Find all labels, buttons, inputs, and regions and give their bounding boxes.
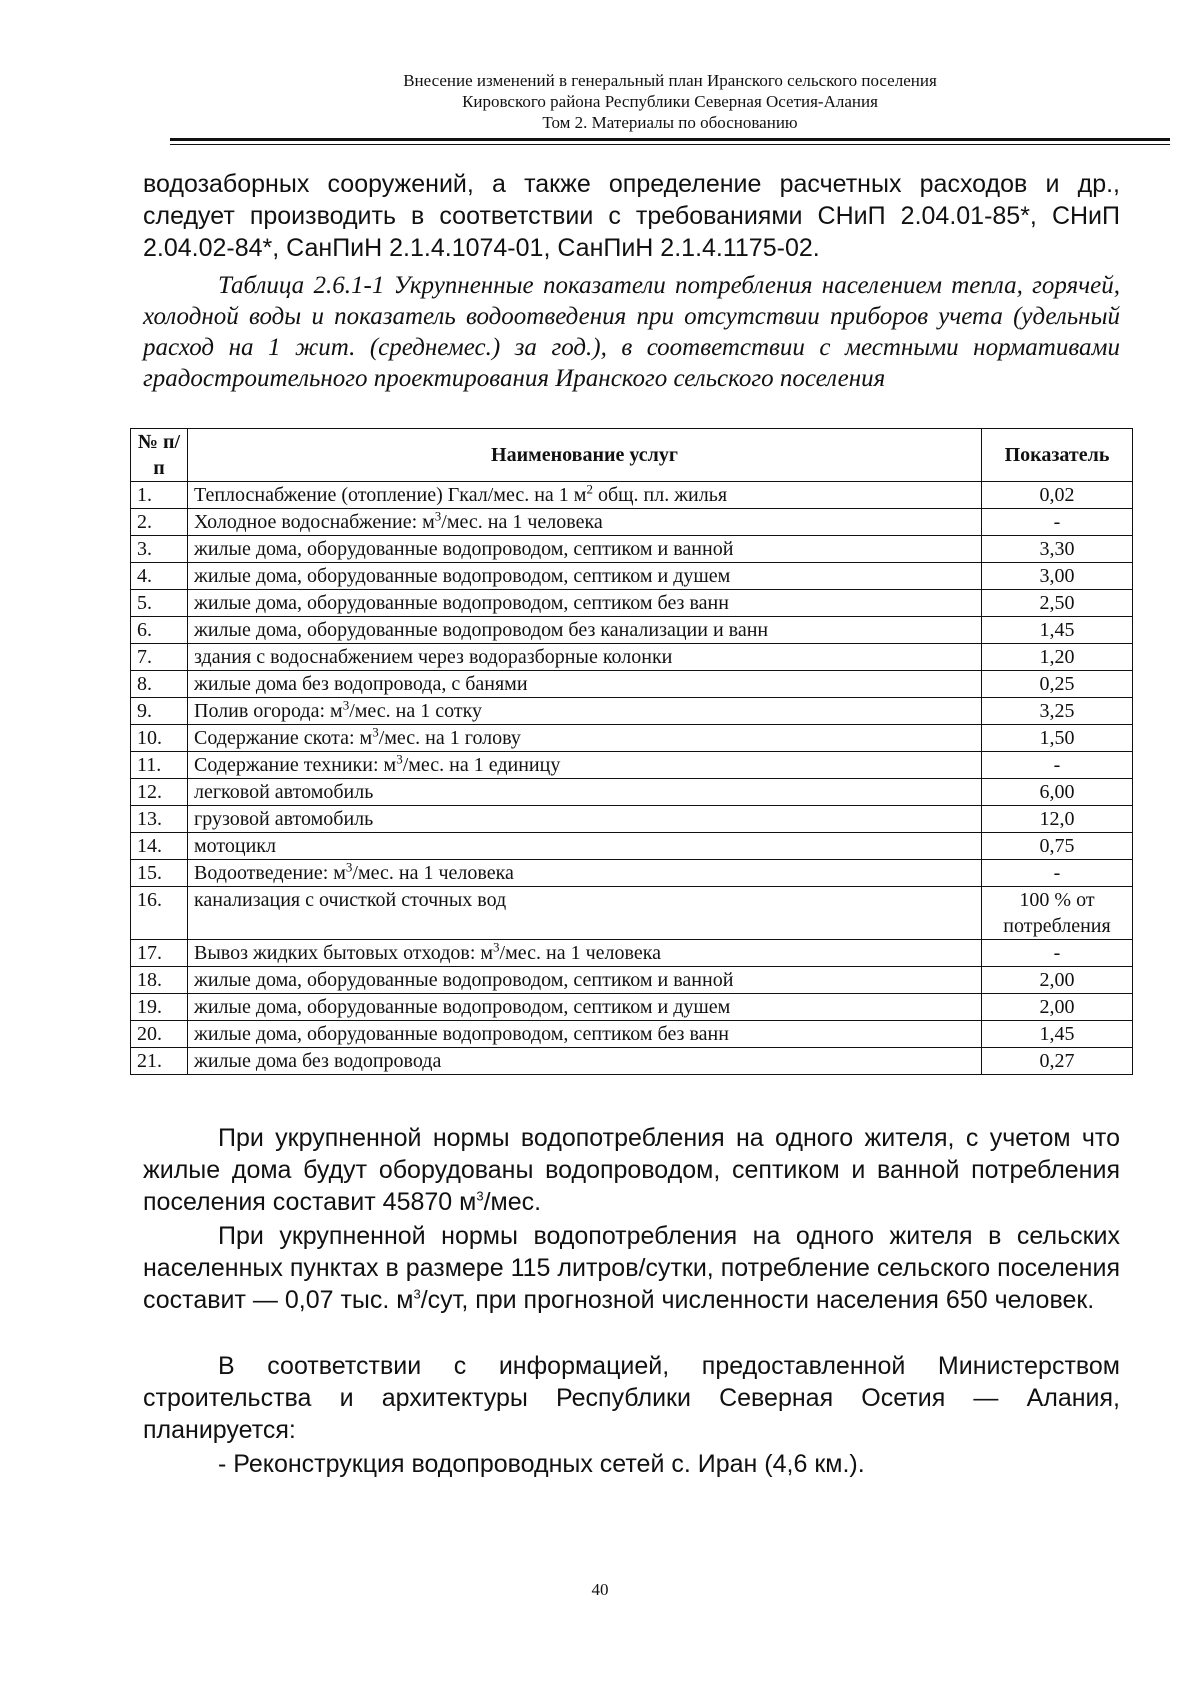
row-number: 6. [131, 617, 188, 644]
running-header [170, 70, 1170, 133]
para-2-tail: /сут, при прогнозной численности населения 650 человек. [420, 1286, 1095, 1314]
row-indicator-value: 1,50 [982, 725, 1133, 752]
service-text-tail: /мес. на 1 человека [441, 511, 603, 533]
service-text: Содержание техники: м [194, 754, 397, 776]
table-row [131, 833, 1133, 860]
row-number: 4. [131, 563, 188, 590]
row-indicator-value: 0,27 [982, 1048, 1133, 1075]
table-caption: Таблица 2.6.1-1 Укрупненные показатели потребления населением тепла, горячей, холодной воды и показатель водоотведения при отсутствии приборов учета (удельный расход на 1 жит. (среднемес.) за год.), в соответствии с местными нормативами градостроительного проектирования Иранского сельского поселения [143, 272, 1120, 392]
row-service-name [188, 509, 982, 536]
row-number: 15. [131, 860, 188, 887]
header-line-3: Том 2. Материалы по обоснованию [542, 113, 798, 132]
service-text-tail: /мес. на 1 человека [352, 862, 514, 884]
header-rule [170, 138, 1170, 145]
row-number: 2. [131, 509, 188, 536]
row-indicator-value: 1,45 [982, 617, 1133, 644]
unit-superscript: 3 [372, 724, 379, 740]
row-indicator-value: 3,00 [982, 563, 1133, 590]
row-indicator-value: 2,00 [982, 994, 1133, 1021]
table-row [131, 967, 1133, 994]
table-body [131, 482, 1133, 1075]
table-row [131, 725, 1133, 752]
service-text: Вывоз жидких бытовых отходов: м [194, 942, 494, 964]
table-header-row [131, 429, 1133, 482]
service-text: жилые дома без водопровода, с банями [194, 673, 528, 695]
row-indicator-value: 6,00 [982, 779, 1133, 806]
service-text: Теплоснабжение (отопление) Гкал/мес. на 1 м [194, 484, 587, 506]
row-service-name [188, 671, 982, 698]
para-4 [143, 1448, 1120, 1480]
table-row [131, 779, 1133, 806]
para-4-text: - Реконструкция водопроводных сетей с. Иран (4,6 км.). [218, 1450, 865, 1478]
table-row [131, 994, 1133, 1021]
service-text: Содержание скота: м [194, 727, 373, 749]
service-text: жилые дома, оборудованные водопроводом, септиком и душем [194, 565, 731, 587]
service-text-tail: /мес. на 1 единицу [402, 754, 561, 776]
table-row [131, 563, 1133, 590]
row-number: 1. [131, 482, 188, 509]
unit-superscript: 3 [434, 508, 442, 524]
row-service-name [188, 860, 982, 887]
row-service-name [188, 1021, 982, 1048]
row-number: 7. [131, 644, 188, 671]
row-indicator-value: - [982, 752, 1133, 779]
row-number: 13. [131, 806, 188, 833]
table-row [131, 482, 1133, 509]
table-row [131, 671, 1133, 698]
row-number: 17. [131, 940, 188, 967]
row-service-name [188, 940, 982, 967]
service-text-tail: /мес. на 1 человека [499, 942, 662, 964]
table-row [131, 590, 1133, 617]
service-text: жилые дома, оборудованные водопроводом, септиком без ванн [194, 1023, 729, 1045]
row-number: 12. [131, 779, 188, 806]
row-indicator-value: 3,30 [982, 536, 1133, 563]
para-2 [143, 1220, 1120, 1316]
row-service-name [188, 752, 982, 779]
row-service-name [188, 887, 982, 940]
para-1-tail: /мес. [483, 1188, 542, 1216]
row-number: 19. [131, 994, 188, 1021]
row-number: 18. [131, 967, 188, 994]
row-service-name [188, 590, 982, 617]
row-indicator-value: 0,25 [982, 671, 1133, 698]
intro-paragraph [143, 168, 1120, 264]
row-number: 9. [131, 698, 188, 725]
service-text: жилые дома, оборудованные водопроводом без канализации и ванн [194, 619, 769, 641]
row-number: 21. [131, 1048, 188, 1075]
table-row [131, 509, 1133, 536]
row-indicator-value: - [982, 860, 1133, 887]
indicators-table [130, 428, 1133, 1075]
service-text-tail: /мес. на 1 сотку [349, 700, 483, 722]
row-service-name [188, 833, 982, 860]
table-row [131, 1021, 1133, 1048]
row-indicator-value: 3,25 [982, 698, 1133, 725]
unit-superscript: 3 [345, 859, 353, 875]
row-indicator-value: 2,50 [982, 590, 1133, 617]
service-text: Водоотведение: м [194, 862, 346, 884]
row-indicator-value: 1,20 [982, 644, 1133, 671]
header-line-2: Кировского района Республики Северная Осетия-Алания [462, 92, 878, 111]
header-num: № п/п [131, 429, 188, 482]
row-indicator-value: 0,75 [982, 833, 1133, 860]
unit-superscript: 3 [493, 939, 500, 955]
table-row [131, 536, 1133, 563]
row-number: 8. [131, 671, 188, 698]
service-text: грузовой автомобиль [194, 808, 374, 830]
row-service-name [188, 806, 982, 833]
table-row [131, 752, 1133, 779]
service-text: канализация с очисткой сточных вод [194, 889, 507, 911]
row-number: 20. [131, 1021, 188, 1048]
service-text: Полив огорода: м [194, 700, 343, 722]
row-number: 3. [131, 536, 188, 563]
table-row [131, 698, 1133, 725]
row-indicator-value: - [982, 509, 1133, 536]
header-line-1: Внесение изменений в генеральный план Иранского сельского поселения [403, 71, 937, 90]
para-2-sup: 3 [413, 1286, 421, 1302]
row-service-name [188, 644, 982, 671]
service-text: Холодное водоснабжение: м [194, 511, 435, 533]
table-row [131, 806, 1133, 833]
para-3 [143, 1350, 1120, 1446]
service-text-tail: /мес. на 1 голову [378, 727, 521, 749]
service-text-tail: общ. пл. жилья [592, 484, 728, 506]
service-text: жилые дома, оборудованные водопроводом, септиком без ванн [194, 592, 729, 614]
table-row [131, 940, 1133, 967]
service-text: жилые дома без водопровода [194, 1050, 442, 1072]
para-2-text: При укрупненной нормы водопотребления на одного жителя в сельских населенных пунктах в размере 115 литров/сутки, потребление сельского поселения составит — 0,07 тыс. м [143, 1222, 1120, 1314]
service-text: жилые дома, оборудованные водопроводом, септиком и ванной [194, 969, 734, 991]
row-service-name [188, 698, 982, 725]
table-row [131, 860, 1133, 887]
header-value: Показатель [982, 429, 1133, 482]
row-number: 14. [131, 833, 188, 860]
row-number: 10. [131, 725, 188, 752]
row-indicator-value: 1,45 [982, 1021, 1133, 1048]
table-row [131, 887, 1133, 940]
service-text: жилые дома, оборудованные водопроводом, септиком и ванной [194, 538, 734, 560]
row-indicator-value: 100 % от потребления [982, 887, 1133, 940]
header-name: Наименование услуг [188, 429, 982, 482]
row-service-name [188, 779, 982, 806]
para-3-text: В соответствии с информацией, предоставленной Министерством строительства и архитектуры Республики Северная Осетия — Алания, планируется: [143, 1352, 1120, 1444]
para-1-text: При укрупненной нормы водопотребления на одного жителя, с учетом что жилые дома будут оборудованы водопроводом, септиком и ванной потребления поселения составит 45870 м [143, 1124, 1120, 1216]
unit-superscript: 3 [396, 751, 403, 767]
table-row [131, 1048, 1133, 1075]
para-1-sup: 3 [476, 1188, 484, 1204]
row-indicator-value: - [982, 940, 1133, 967]
row-service-name [188, 536, 982, 563]
row-service-name [188, 563, 982, 590]
page-number: 40 [591, 1580, 609, 1599]
service-text: мотоцикл [194, 835, 276, 857]
unit-superscript: 2 [586, 481, 593, 497]
row-service-name [188, 994, 982, 1021]
row-number: 16. [131, 887, 188, 940]
unit-superscript: 3 [342, 697, 350, 713]
table-row [131, 617, 1133, 644]
row-service-name [188, 1048, 982, 1075]
intro-paragraph-text: водозаборных сооружений, а также определение расчетных расходов и др., следует производить в соответствии с требованиями СНиП 2.04.01-85*, СНиП 2.04.02-84*, СанПиН 2.1.4.1074-01, СанПиН 2.1.4.1175-02. [143, 170, 1120, 262]
row-indicator-value: 12,0 [982, 806, 1133, 833]
service-text: здания с водоснабжением через водоразборные колонки [194, 646, 673, 668]
table-row [131, 644, 1133, 671]
row-indicator-value: 0,02 [982, 482, 1133, 509]
para-1 [143, 1122, 1120, 1218]
row-number: 5. [131, 590, 188, 617]
row-number: 11. [131, 752, 188, 779]
row-service-name [188, 967, 982, 994]
row-service-name [188, 725, 982, 752]
service-text: жилые дома, оборудованные водопроводом, септиком и душем [194, 996, 731, 1018]
row-service-name [188, 617, 982, 644]
service-text: легковой автомобиль [194, 781, 374, 803]
row-service-name [188, 482, 982, 509]
row-indicator-value: 2,00 [982, 967, 1133, 994]
